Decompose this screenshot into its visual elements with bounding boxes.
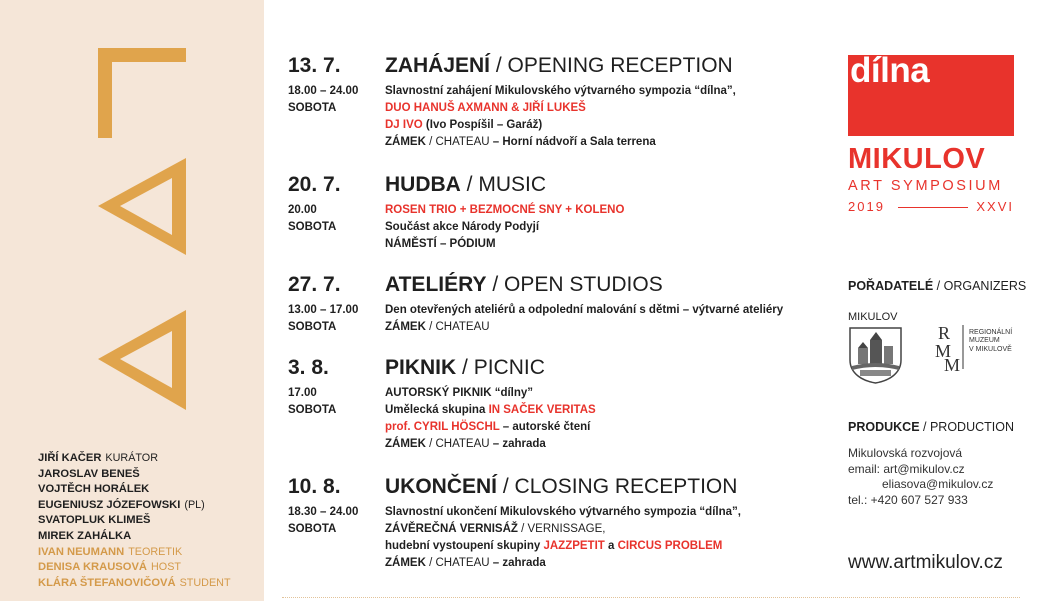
- title-separator: /: [456, 356, 474, 379]
- event-time: 20.00: [288, 204, 317, 216]
- event-date: 27. 7.: [288, 273, 341, 296]
- title-separator: /: [490, 54, 508, 77]
- event-date: 13. 7.: [288, 54, 341, 77]
- artist-row: [38, 482, 231, 498]
- event-title-en: OPENING RECEPTION: [507, 54, 733, 77]
- artist-name: SVATOPLUK KLIMEŠ: [38, 514, 151, 527]
- performer-highlight: CIRCUS PROBLEM: [617, 540, 723, 552]
- detail-text: Den otevřených ateliérů a odpolední malování s dětmi – výtvarné ateliéry: [385, 304, 784, 316]
- event-title-cz: PIKNIK: [385, 356, 457, 379]
- event-detail-line: [385, 419, 596, 436]
- event-detail-line: [385, 555, 741, 572]
- detail-text: / VERNISSAGE,: [517, 523, 606, 535]
- detail-text: / CHATEAU: [425, 557, 490, 569]
- artist-row: [38, 560, 231, 576]
- svg-text:M: M: [935, 341, 952, 361]
- event-detail-line: [385, 117, 736, 134]
- event-time-block: [288, 504, 358, 538]
- svg-text:M: M: [944, 355, 961, 371]
- artist-role: (PL): [184, 498, 205, 511]
- title-separator: /: [460, 173, 479, 196]
- brand-divider: [898, 207, 968, 208]
- brand-red-box: [848, 51, 1014, 136]
- detail-text: ZÁMEK: [385, 136, 426, 148]
- artist-row: [38, 576, 231, 592]
- artist-row: [38, 467, 231, 483]
- detail-text: – zahrada: [489, 438, 546, 450]
- artist-role: STUDENT: [179, 576, 231, 589]
- email-label: email:: [848, 461, 881, 476]
- production-heading: PRODUKCE / PRODUCTION: [848, 420, 1014, 434]
- artist-name: KLÁRA ŠTEFANOVIČOVÁ: [38, 576, 176, 589]
- email-link-2[interactable]: eliasova@mikulov.cz: [882, 477, 994, 491]
- event-detail-line: [385, 83, 736, 100]
- event-detail-line: [385, 219, 624, 236]
- event-detail-line: [385, 202, 624, 219]
- artist-name: DENISA KRAUSOVÁ: [38, 561, 147, 574]
- title-separator: /: [486, 273, 505, 296]
- event-detail-line: [385, 319, 783, 336]
- event-date: 10. 8.: [288, 475, 341, 498]
- event-detail-line: [385, 236, 624, 253]
- event-detail-line: [385, 385, 596, 402]
- detail-text: Umělecká skupina: [385, 404, 489, 416]
- svg-text:R: R: [938, 323, 951, 343]
- brand-edition: XXVI: [976, 199, 1014, 214]
- artist-row: [38, 529, 231, 545]
- detail-text: Součást akce Národy Podyjí: [385, 221, 540, 233]
- performer-highlight: IN SAČEK VERITAS: [488, 404, 596, 416]
- artist-name: VOJTĚCH HORÁLEK: [38, 483, 150, 496]
- brand-block: [848, 51, 1016, 214]
- event-title: [385, 273, 663, 297]
- event-detail-line: [385, 302, 783, 319]
- brand-word: dílna: [850, 51, 930, 90]
- event-detail-line: [385, 100, 736, 117]
- event-time-block: [288, 385, 336, 419]
- detail-text: / CHATEAU: [425, 438, 490, 450]
- artist-row: [38, 545, 231, 561]
- detail-text: NÁMĚSTÍ – PÓDIUM: [385, 238, 496, 250]
- production-email-row-2: [848, 477, 993, 493]
- museum-line: REGIONÁLNÍ: [969, 329, 1013, 336]
- dotted-divider: [282, 597, 1020, 598]
- event-title-en: PICNIC: [473, 356, 545, 379]
- production-email-row: [848, 462, 993, 478]
- event-time-block: [288, 83, 358, 117]
- performer-highlight: DUO HANUŠ AXMANN & JIŘÍ LUKEŠ: [385, 102, 586, 114]
- event-title-en: OPEN STUDIOS: [504, 273, 663, 296]
- event-day: SOBOTA: [288, 102, 337, 114]
- event-time-block: [288, 302, 358, 336]
- detail-text: hudební vystoupení skupiny: [385, 540, 544, 552]
- dilna-glyph-logo: [98, 48, 188, 412]
- organizers-heading-en: ORGANIZERS: [943, 279, 1027, 293]
- event-title-cz: ZAHÁJENÍ: [385, 54, 491, 77]
- brand-year: 2019: [848, 199, 885, 214]
- sidebar-panel: [0, 0, 264, 601]
- performer-highlight: ROSEN TRIO + BEZMOCNÉ SNY + KOLENO: [385, 204, 625, 216]
- artist-name: IVAN NEUMANN: [38, 545, 125, 558]
- organizer-mikulov-label: MIKULOV: [848, 311, 898, 323]
- detail-text: – autorské čtení: [499, 421, 591, 433]
- title-separator: /: [497, 475, 515, 498]
- event-detail-line: [385, 521, 741, 538]
- brand-year-row: [848, 199, 1016, 214]
- event-time: 18.00 – 24.00: [288, 85, 359, 97]
- event-title-cz: UKONČENÍ: [385, 475, 498, 498]
- brand-subtitle: ART SYMPOSIUM: [848, 178, 1003, 194]
- detail-text: – zahrada: [489, 557, 546, 569]
- event-title: [385, 475, 737, 499]
- artist-name: JAROSLAV BENEŠ: [38, 467, 140, 480]
- website-link[interactable]: www.artmikulov.cz: [848, 552, 1003, 573]
- production-heading-en: PRODUCTION: [929, 420, 1014, 434]
- detail-text: / CHATEAU: [425, 321, 490, 333]
- artist-row: [38, 513, 231, 529]
- detail-text: a: [604, 540, 618, 552]
- detail-text: ZÁMEK: [385, 321, 426, 333]
- artist-row: [38, 451, 231, 467]
- performer-highlight: prof. CYRIL HÖSCHL: [385, 421, 500, 433]
- mikulov-coat-of-arms-icon: [848, 326, 903, 384]
- detail-text: Slavnostní ukončení Mikulovského výtvarného sympozia “dílna”,: [385, 506, 741, 518]
- event-title: [385, 173, 546, 197]
- artist-role: HOST: [151, 561, 181, 574]
- event-title: [385, 356, 545, 380]
- event-details: [385, 504, 741, 572]
- event-title-cz: HUDBA: [385, 173, 461, 196]
- performer-highlight: DJ IVO: [385, 119, 423, 131]
- detail-text: / CHATEAU: [425, 136, 490, 148]
- production-company: Mikulovská rozvojová: [848, 446, 963, 460]
- regional-museum-logo-icon: [935, 321, 967, 371]
- event-time: 17.00: [288, 387, 317, 399]
- detail-text: ZÁMEK: [385, 557, 426, 569]
- event-details: [385, 385, 596, 453]
- event-time: 13.00 – 17.00: [288, 304, 359, 316]
- artist-name: MIREK ZAHÁLKA: [38, 529, 132, 542]
- organizers-heading: POŘADATELÉ / ORGANIZERS: [848, 279, 1027, 293]
- event-details: [385, 83, 736, 151]
- event-detail-line: [385, 402, 596, 419]
- event-day: SOBOTA: [288, 221, 337, 233]
- detail-text: (Ivo Pospíšil – Garáž): [422, 119, 543, 131]
- event-day: SOBOTA: [288, 321, 337, 333]
- artist-name: EUGENIUSZ JÓZEFOWSKI: [38, 498, 181, 511]
- event-detail-line: [385, 436, 596, 453]
- museum-line: V MIKULOVĚ: [969, 345, 1012, 353]
- email-link-1[interactable]: art@mikulov.cz: [883, 461, 965, 476]
- event-details: [385, 302, 783, 336]
- artist-role: KURÁTOR: [105, 452, 158, 464]
- event-details: [385, 202, 624, 253]
- event-detail-line: [385, 134, 736, 151]
- brand-city: MIKULOV: [848, 143, 986, 175]
- detail-text: – Horní nádvoří a Sala terrena: [489, 136, 656, 148]
- event-detail-line: [385, 504, 741, 521]
- performer-highlight: JAZZPETIT: [543, 540, 605, 552]
- artist-role: TEORETIK: [128, 545, 183, 558]
- event-day: SOBOTA: [288, 523, 337, 535]
- event-time-block: [288, 202, 336, 236]
- production-heading-cz: PRODUKCE: [848, 420, 920, 434]
- event-time: 18.30 – 24.00: [288, 506, 359, 518]
- production-contacts: [848, 446, 993, 508]
- event-date: 3. 8.: [288, 356, 329, 379]
- organizers-heading-cz: POŘADATELÉ: [848, 279, 934, 293]
- production-phone: tel.: +420 607 527 933: [848, 492, 968, 507]
- detail-text: AUTORSKÝ PIKNIK “dílny”: [385, 387, 534, 399]
- artist-name: JIŘÍ KAČER: [38, 452, 102, 464]
- event-title-en: MUSIC: [478, 173, 547, 196]
- detail-text: Slavnostní zahájení Mikulovského výtvarného sympozia “dílna”,: [385, 85, 736, 97]
- event-detail-line: [385, 538, 741, 555]
- detail-text: ZÁMEK: [385, 438, 426, 450]
- event-title: [385, 54, 733, 78]
- event-date: 20. 7.: [288, 173, 341, 196]
- event-day: SOBOTA: [288, 404, 337, 416]
- museum-line: MUZEUM: [969, 337, 1000, 345]
- artist-list: [38, 451, 231, 591]
- event-title-cz: ATELIÉRY: [385, 273, 487, 296]
- detail-text: ZÁVĚREČNÁ VERNISÁŽ: [385, 523, 518, 535]
- museum-name: [969, 329, 1012, 354]
- artist-row: [38, 498, 231, 514]
- event-title-en: CLOSING RECEPTION: [514, 475, 738, 498]
